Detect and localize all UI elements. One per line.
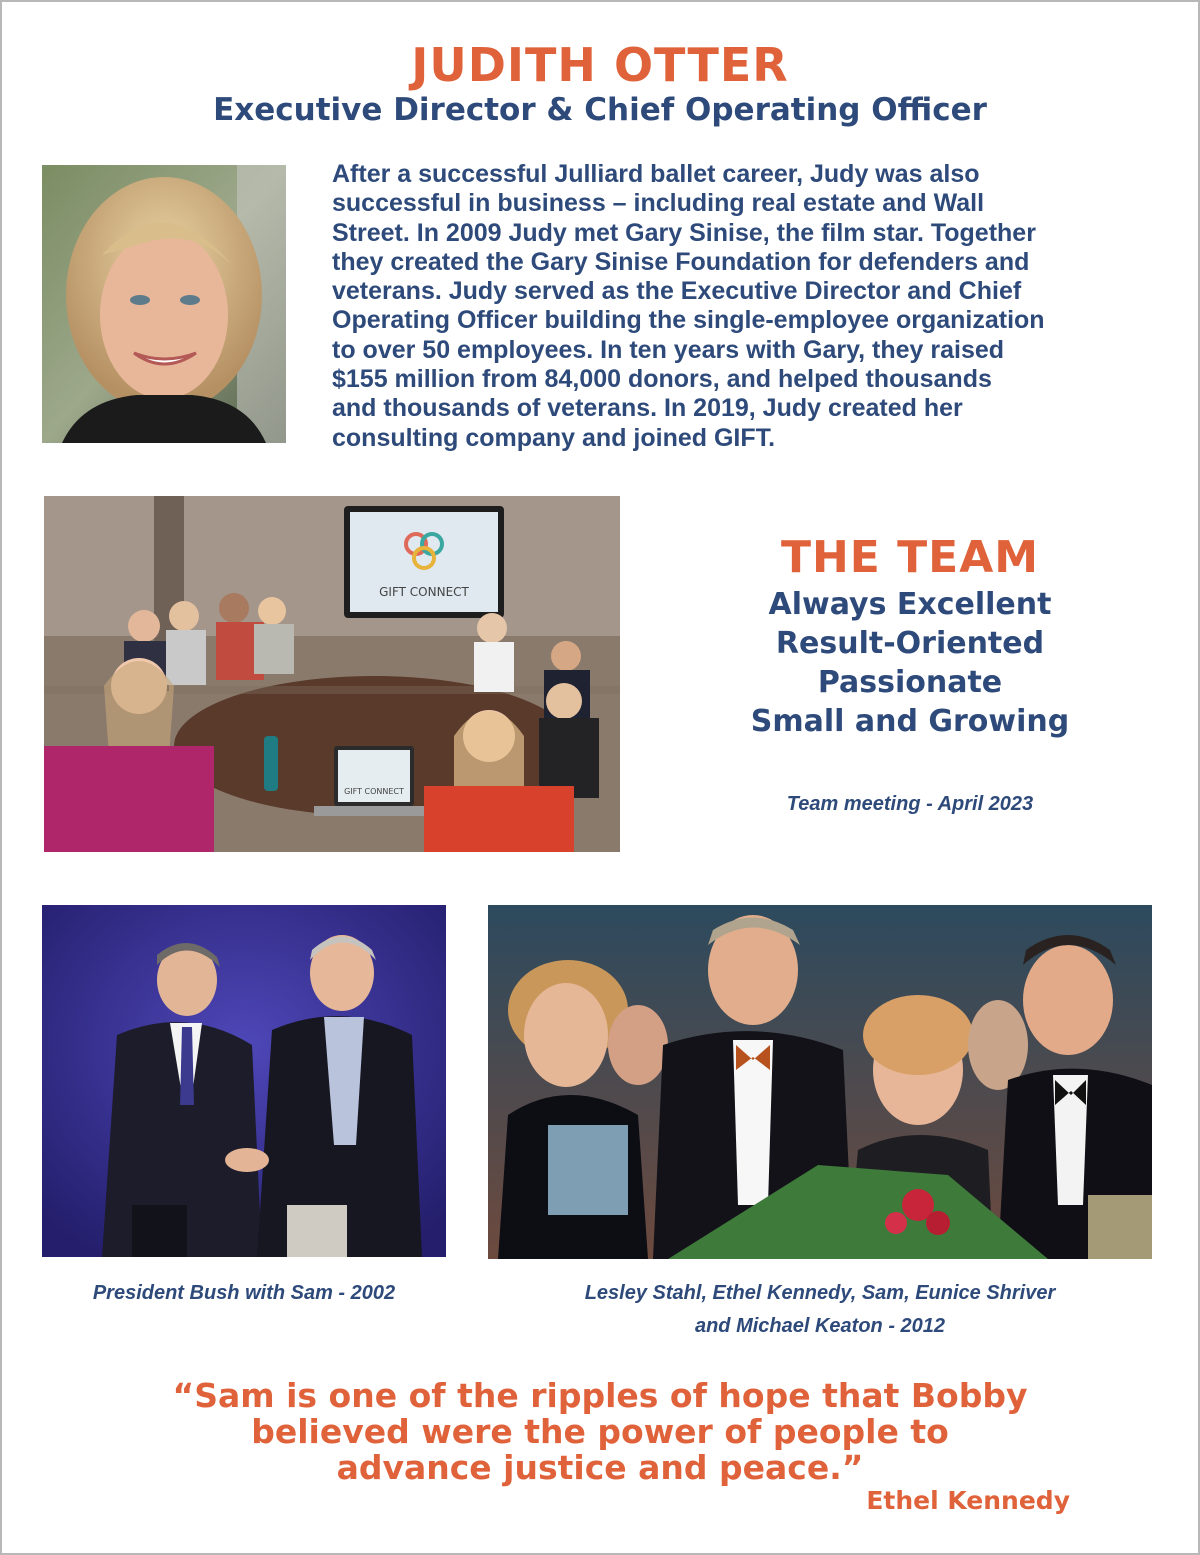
quote-line: “Sam is one of the ripples of hope that Bobby [172,1376,1028,1415]
team-caption: Team meeting - April 2023 [786,793,1034,815]
quote-line: believed were the power of people to [251,1412,949,1451]
bio-line: Operating Officer building the single-employee organization [332,306,1045,335]
page-subtitle: Executive Director & Chief Operating Officer [213,92,987,128]
gala-caption-line: Lesley Stahl, Ethel Kennedy, Sam, Eunice Shriver [584,1282,1056,1304]
bio-line: consulting company and joined GIFT. [332,423,776,452]
gala-caption [488,1277,1152,1343]
bio-line: After a successful Julliard ballet career, Judy was also [332,160,980,188]
gala-photo [488,905,1152,1259]
bio-line: veterans. Judy served as the Executive Director and Chief [332,277,1022,306]
page-title: JUDITH OTTER [411,38,789,92]
bush-photo [42,905,446,1257]
team-trait: Small and Growing [750,704,1070,739]
bio-line: and thousands of veterans. In 2019, Judy created her [332,394,963,423]
quote-attribution: Ethel Kennedy [866,1486,1070,1515]
kennedy-quote [60,1378,1140,1486]
bio-line: $155 million from 84,000 donors, and helped thousands [332,365,992,394]
team-meeting-photo [44,496,620,852]
team-traits [640,585,1180,741]
bio-text [332,160,1182,453]
quote-line: advance justice and peace.” [336,1448,864,1487]
team-title: THE TEAM [780,532,1040,583]
bush-caption: President Bush with Sam - 2002 [92,1282,396,1304]
bio-line: to over 50 employees. In ten years with Gary, they raised [332,335,1005,364]
portrait-photo [42,165,286,443]
laptop-logo-text: GIFT CONNECT [344,787,404,796]
bio-line: successful in business – including real estate and Wall [332,189,985,218]
gala-caption-line: and Michael Keaton - 2012 [694,1315,946,1337]
team-trait: Always Excellent [768,587,1052,622]
bio-line: they created the Gary Sinise Foundation for defenders and [332,247,1030,276]
screen-logo-text: GIFT CONNECT [379,585,469,599]
bio-line: Street. In 2009 Judy met Gary Sinise, the film star. Together [332,218,1036,247]
team-trait: Passionate [817,665,1003,700]
team-trait: Result-Oriented [775,626,1045,661]
